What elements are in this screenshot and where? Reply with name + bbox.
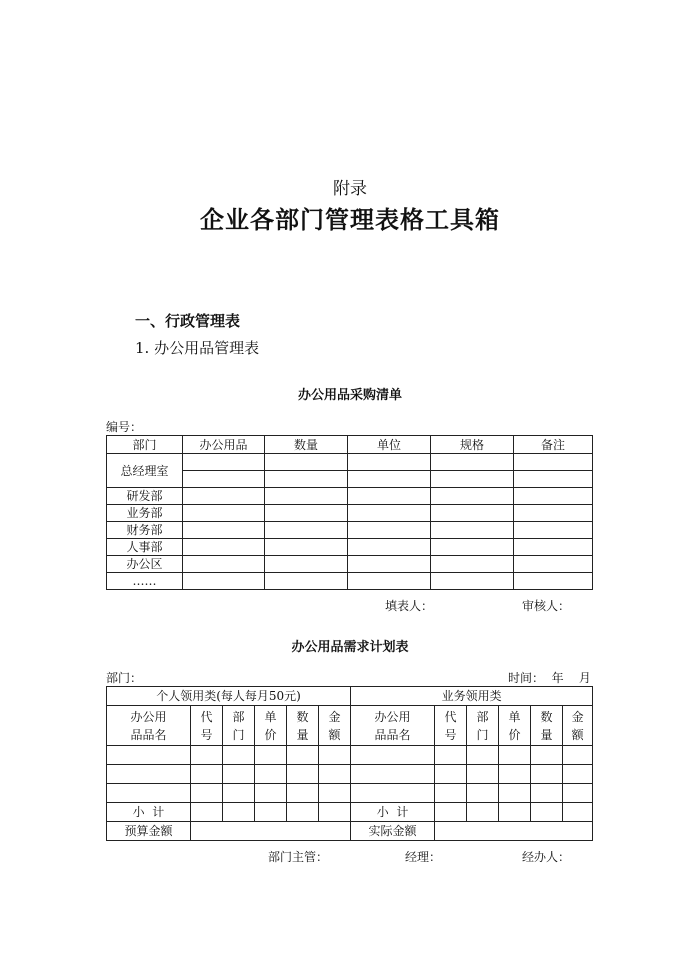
column-header: 金额 xyxy=(319,706,351,746)
director-label: 经理： xyxy=(405,850,442,864)
reviewer-label: 审核人： xyxy=(522,599,571,613)
column-header: 部门 xyxy=(467,706,499,746)
dept-cell: 人事部 xyxy=(107,539,183,556)
column-header: 代号 xyxy=(191,706,223,746)
filler-label: 填表人： xyxy=(385,599,434,613)
table-row xyxy=(107,522,593,539)
manager-label: 部门主管： xyxy=(268,850,329,864)
appendix-label: 附录 xyxy=(333,179,367,199)
table-row xyxy=(107,556,593,573)
table-row xyxy=(107,746,593,765)
dept-cell: 研发部 xyxy=(107,488,183,505)
column-header: 办公用品品名 xyxy=(351,706,435,746)
column-header: 数量 xyxy=(265,436,348,454)
personal-group-header: 个人领用类(每人每月50元) xyxy=(107,687,351,706)
purchase-table xyxy=(106,435,593,590)
table-row xyxy=(107,505,593,522)
dept-label: 部门： xyxy=(106,671,143,685)
dept-cell: 业务部 xyxy=(107,505,183,522)
subtotal-label: 小 计 xyxy=(351,803,435,822)
table-row xyxy=(107,765,593,784)
subtotal-row xyxy=(107,803,593,822)
column-header: 数量 xyxy=(531,706,563,746)
table-row xyxy=(107,454,593,471)
table-row xyxy=(107,573,593,590)
handler-label: 经办人： xyxy=(522,850,571,864)
column-header: 办公用品品名 xyxy=(107,706,191,746)
dept-cell: 财务部 xyxy=(107,522,183,539)
column-header: 部门 xyxy=(223,706,255,746)
time-label: 时间： 年 月 xyxy=(508,671,591,685)
column-header: 数量 xyxy=(287,706,319,746)
table-row xyxy=(107,784,593,803)
dept-cell: 办公区 xyxy=(107,556,183,573)
table-row xyxy=(107,488,593,505)
number-label: 编号： xyxy=(106,420,143,434)
table-row xyxy=(107,539,593,556)
actual-label: 实际金额 xyxy=(351,822,435,841)
column-header: 规格 xyxy=(431,436,514,454)
section-heading: 一、行政管理表 xyxy=(135,312,241,330)
column-header: 单价 xyxy=(499,706,531,746)
table-header-row xyxy=(107,436,593,454)
column-header: 金额 xyxy=(563,706,593,746)
subsection-heading: 1. 办公用品管理表 xyxy=(135,339,260,357)
column-header-row xyxy=(107,706,593,746)
amount-row xyxy=(107,822,593,841)
group-header-row xyxy=(107,687,593,706)
table2-title: 办公用品需求计划表 xyxy=(291,640,409,655)
dept-cell: 总经理室 xyxy=(107,454,183,488)
column-header: 单位 xyxy=(348,436,431,454)
table1-title: 办公用品采购清单 xyxy=(297,388,402,403)
page-title: 企业各部门管理表格工具箱 xyxy=(200,205,500,234)
column-header: 部门 xyxy=(107,436,183,454)
column-header: 备注 xyxy=(514,436,593,454)
demand-plan-table xyxy=(106,686,593,841)
column-header: 代号 xyxy=(435,706,467,746)
column-header: 办公用品 xyxy=(183,436,265,454)
column-header: 单价 xyxy=(255,706,287,746)
dept-cell: …… xyxy=(107,573,183,590)
business-group-header: 业务领用类 xyxy=(351,687,593,706)
subtotal-label: 小 计 xyxy=(107,803,191,822)
budget-label: 预算金额 xyxy=(107,822,191,841)
